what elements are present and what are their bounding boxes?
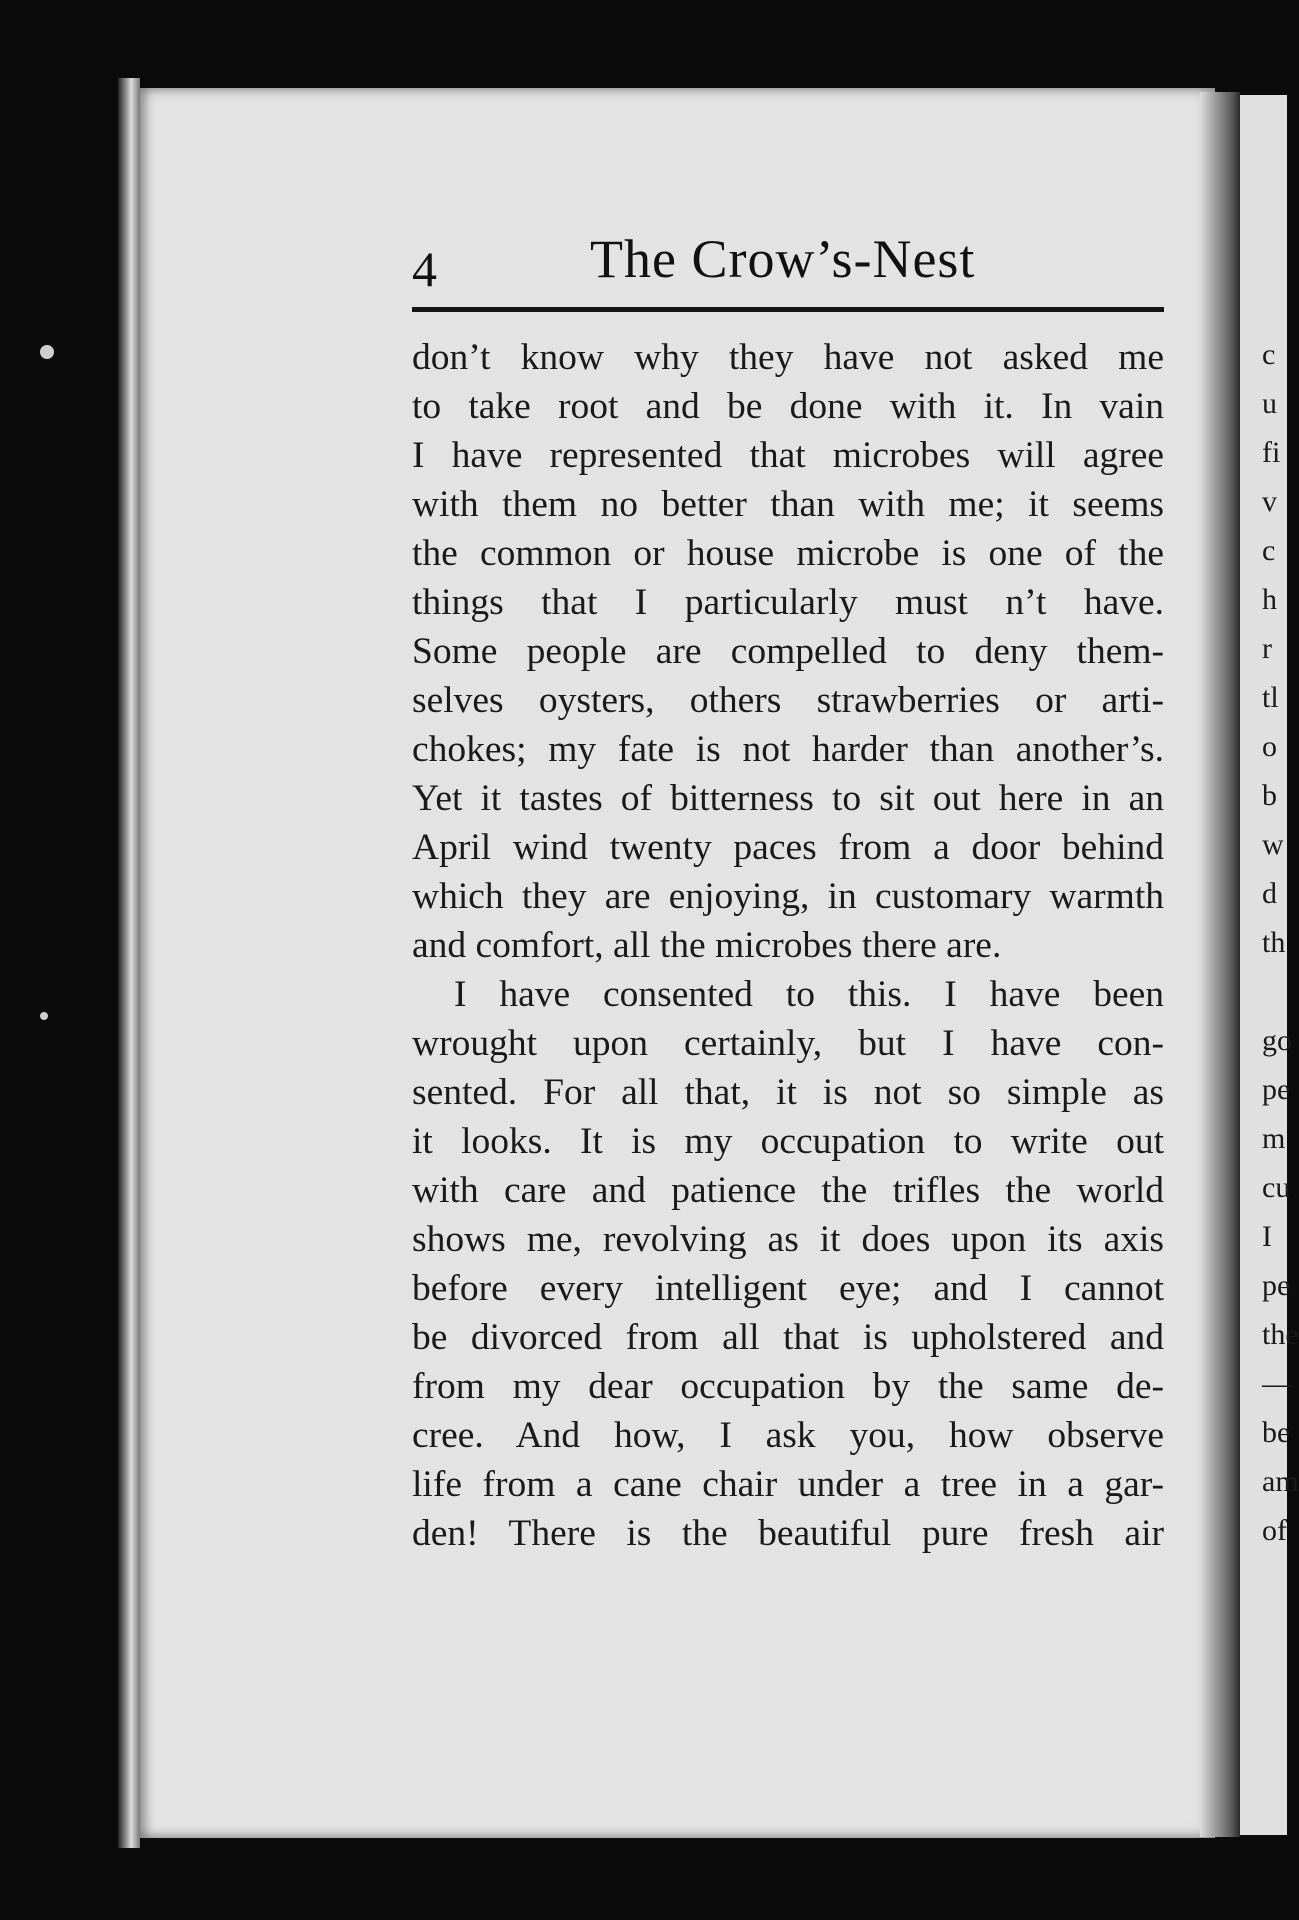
text-line: Yet it tastes of bitterness to sit out here in an xyxy=(412,778,1164,819)
fragment: tl xyxy=(1262,681,1279,714)
running-title: The Crow’s-Nest xyxy=(590,229,976,289)
text-line: from my dear occupation by the same de- xyxy=(412,1366,1164,1407)
fragment: th xyxy=(1262,926,1286,959)
fragment: am xyxy=(1262,1465,1299,1498)
text-line: before every intelligent eye; and I cannot xyxy=(412,1268,1164,1309)
fragment: — xyxy=(1262,1367,1292,1400)
fragment: r xyxy=(1262,632,1272,665)
text-line: chokes; my fate is not harder than another’s. xyxy=(412,729,1164,770)
fragment: pe xyxy=(1262,1073,1291,1106)
text-line: it looks. It is my occupation to write out xyxy=(412,1121,1164,1162)
fragment: c xyxy=(1262,338,1276,371)
fragment: v xyxy=(1262,485,1277,518)
text-line: shows me, revolving as it does upon its axis xyxy=(412,1219,1164,1260)
facing-page-text-fragments xyxy=(1262,330,1299,1555)
fragment: o xyxy=(1262,730,1277,763)
text-line: to take root and be done with it. In vain xyxy=(412,386,1164,427)
text-line: wrought upon certainly, but I have con- xyxy=(412,1023,1164,1064)
fragment: the xyxy=(1262,1318,1299,1351)
header-rule xyxy=(412,307,1164,312)
fragment: m xyxy=(1262,1122,1286,1155)
text-line: be divorced from all that is upholstered and xyxy=(412,1317,1164,1358)
fragment: c xyxy=(1262,534,1276,567)
text-line: life from a cane chair under a tree in a gar- xyxy=(412,1464,1164,1505)
text-line: Some people are compelled to deny them- xyxy=(412,631,1164,672)
dust-speck xyxy=(40,345,54,359)
fragment: be xyxy=(1262,1416,1291,1449)
text-line: sented. For all that, it is not so simple as xyxy=(412,1072,1164,1113)
dust-speck xyxy=(40,1012,48,1020)
page-number: 4 xyxy=(412,241,437,297)
text-line: which they are enjoying, in customary warmth xyxy=(412,876,1164,917)
book-gutter xyxy=(1200,92,1240,1837)
fragment: pe xyxy=(1262,1269,1291,1302)
text-line: den! There is the beautiful pure fresh air xyxy=(412,1513,1164,1554)
text-line: cree. And how, I ask you, how observe xyxy=(412,1415,1164,1456)
text-line: with care and patience the trifles the world xyxy=(412,1170,1164,1211)
text-line: the common or house microbe is one of the xyxy=(412,533,1164,574)
fragment: go xyxy=(1262,1024,1292,1057)
fragment: of xyxy=(1262,1514,1287,1547)
text-line: don’t know why they have not asked me xyxy=(412,337,1164,378)
text-line: I have consented to this. I have been xyxy=(454,974,1164,1015)
fragment: h xyxy=(1262,583,1277,616)
fragment xyxy=(1262,967,1287,1016)
text-line: things that I particularly must n’t have. xyxy=(412,582,1164,623)
text-line: selves oysters, others strawberries or arti- xyxy=(412,680,1164,721)
text-line: I have represented that microbes will agree xyxy=(412,435,1164,476)
fragment: w xyxy=(1262,828,1284,861)
fragment: u xyxy=(1262,387,1277,420)
fragment: I xyxy=(1262,1220,1272,1253)
fragment: cu xyxy=(1262,1171,1291,1204)
body-text xyxy=(412,333,1164,1558)
text-line: with them no better than with me; it seems xyxy=(412,484,1164,525)
page-header xyxy=(412,228,1164,298)
fragment: d xyxy=(1262,877,1277,910)
fragment: fi xyxy=(1262,436,1281,469)
fragment: b xyxy=(1262,779,1277,812)
text-line: April wind twenty paces from a door behind xyxy=(412,827,1164,868)
text-line: and comfort, all the microbes there are. xyxy=(412,925,1002,966)
